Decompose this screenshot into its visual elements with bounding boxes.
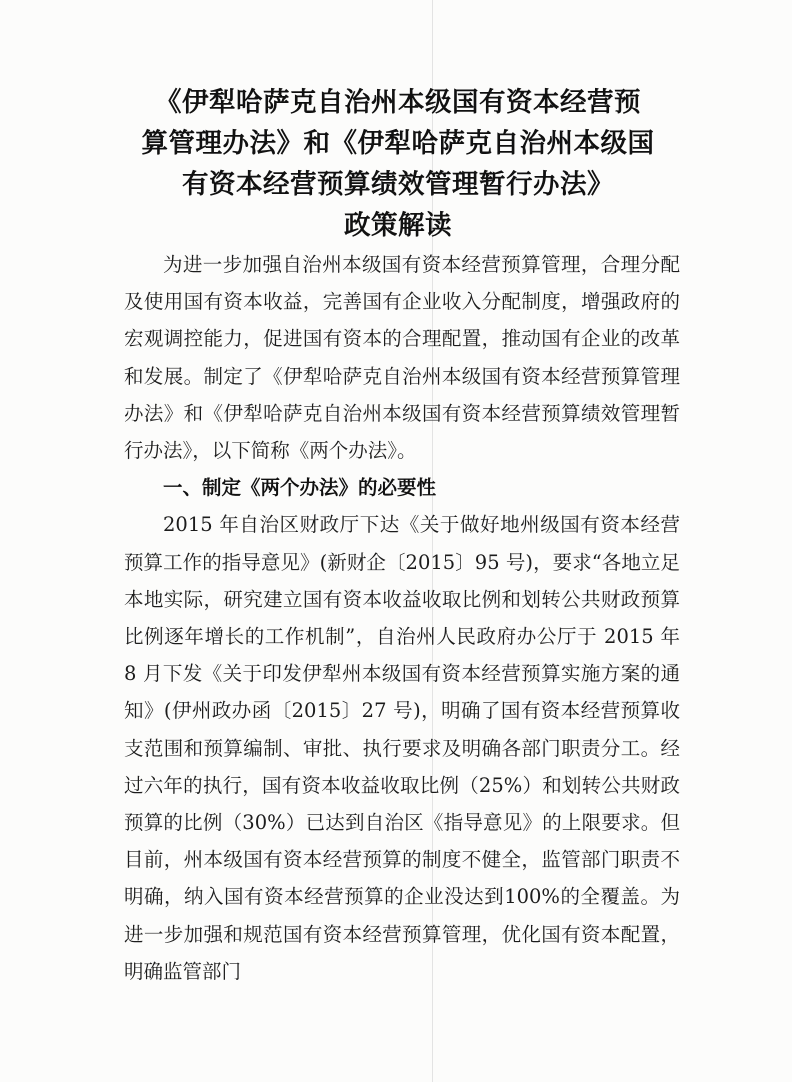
title-line-3: 有资本经营预算绩效管理暂行办法》 — [182, 169, 614, 200]
title-line-4: 政策解读 — [344, 210, 452, 241]
section-paragraph-necessity: 2015 年自治区财政厅下达《关于做好地州级国有资本经营预算工作的指导意见》(新财企〔2015〕95 号)，要求“各地立足本地实际，研究建立国有资本收益收取比例和划转公共财政预算比例逐年增长的工作机制”，自治州人民政府办公厅于 2015 年 8 月下发《关于印发伊犁州本级国有资本经营预算实施方案的通知》(伊州政办函〔2015〕27 号)，明确了国有资本经营预算收支范围和预算编制、审批、执行要求及明确各部门职责分工。经过六年的执行，国有资本收益收取比例（25%）和划转公共财政预算的比例（30%）已达到自治区《指导意见》的上限要求。但目前，州本级国有资本经营预算的制度不健全，监管部门职责不明确，纳入国有资本经营预算的企业没达到100%的全覆盖。为进一步加强和规范国有资本经营预算管理，优化国有资本配置，明确监管部门 — [124, 513, 680, 983]
document-title — [118, 82, 678, 246]
document-body — [124, 246, 680, 990]
section-heading-necessity: 一、制定《两个办法》的必要性 — [163, 476, 437, 500]
title-line-1: 《伊犁哈萨克自治州本级国有资本经营预 — [155, 87, 641, 118]
intro-paragraph: 为进一步加强自治州本级国有资本经营预算管理，合理分配及使用国有资本收益，完善国有企业收入分配制度，增强政府的宏观调控能力，促进国有资本的合理配置，推动国有企业的改革和发展。制定了《伊犁哈萨克自治州本级国有资本经营预算管理办法》和《伊犁哈萨克自治州本级国有资本经营预算绩效管理暂行办法》，以下简称《两个办法》。 — [124, 253, 680, 463]
title-line-2: 算管理办法》和《伊犁哈萨克自治州本级国 — [141, 128, 655, 159]
